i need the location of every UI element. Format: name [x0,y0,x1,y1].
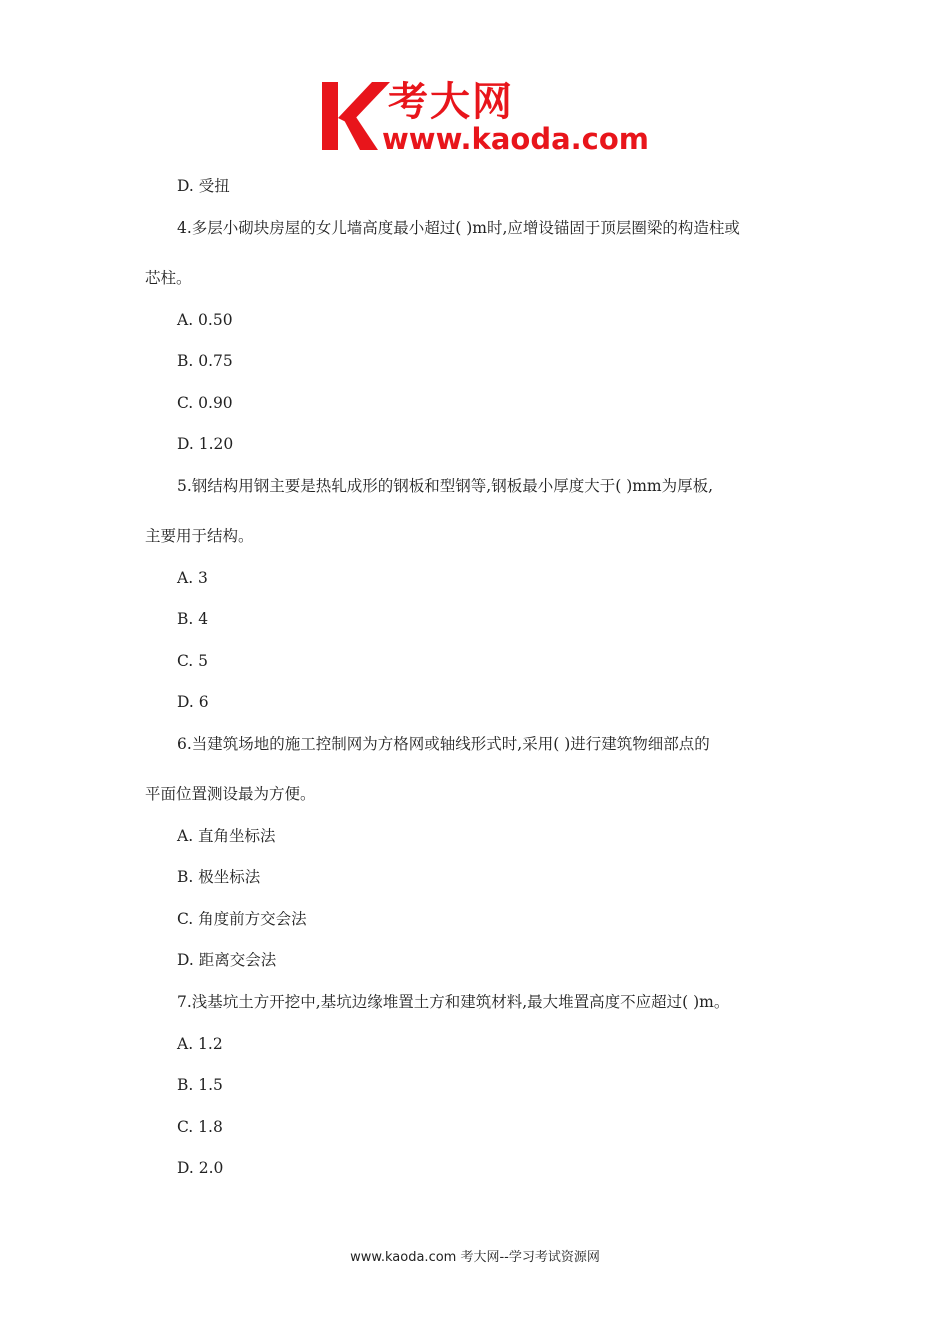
option-6c: C. 角度前方交会法 [177,910,307,928]
page-footer: www.kaoda.com 考大网--学习考试资源网 [350,1250,600,1265]
option-7d: D. 2.0 [177,1159,224,1177]
question-4: 4.多层小砌块房屋的女儿墙高度最小超过( )m时,应增设锚固于顶层圈梁的构造柱或 [177,219,740,237]
option-6d: D. 距离交会法 [177,951,277,969]
option-5c: C. 5 [177,652,209,670]
kaoda-logo [320,78,649,158]
option-6b: B. 极坐标法 [177,868,261,886]
option-5d: D. 6 [177,693,209,711]
logo-chinese-name: 考大网 [388,79,514,125]
option-5b: B. 4 [177,610,209,628]
logo-url: www.kaoda.com [382,122,649,156]
question-6-cont: 平面位置测设最为方便。 [145,785,316,803]
option-7a: A. 1.2 [177,1035,223,1053]
question-4-cont: 芯柱。 [145,269,192,287]
option-5a: A. 3 [177,569,208,587]
option-4b: B. 0.75 [177,352,233,370]
option-7b: B. 1.5 [177,1076,223,1094]
question-5: 5.钢结构用钢主要是热轧成形的钢板和型钢等,钢板最小厚度大于( )mm为厚板, [177,477,714,495]
option-7c: C. 1.8 [177,1118,223,1136]
option-4a: A. 0.50 [177,311,233,329]
option-4c: C. 0.90 [177,394,233,412]
option-4d: D. 1.20 [177,435,234,453]
question-5-cont: 主要用于结构。 [145,527,254,545]
question-7: 7.浅基坑土方开挖中,基坑边缘堆置土方和建筑材料,最大堆置高度不应超过( )m。 [177,993,730,1011]
option-3d: D. 受扭 [177,177,230,195]
logo-k-icon [320,80,390,152]
option-6a: A. 直角坐标法 [177,827,276,845]
question-6: 6.当建筑场地的施工控制网为方格网或轴线形式时,采用( )进行建筑物细部点的 [177,735,710,753]
